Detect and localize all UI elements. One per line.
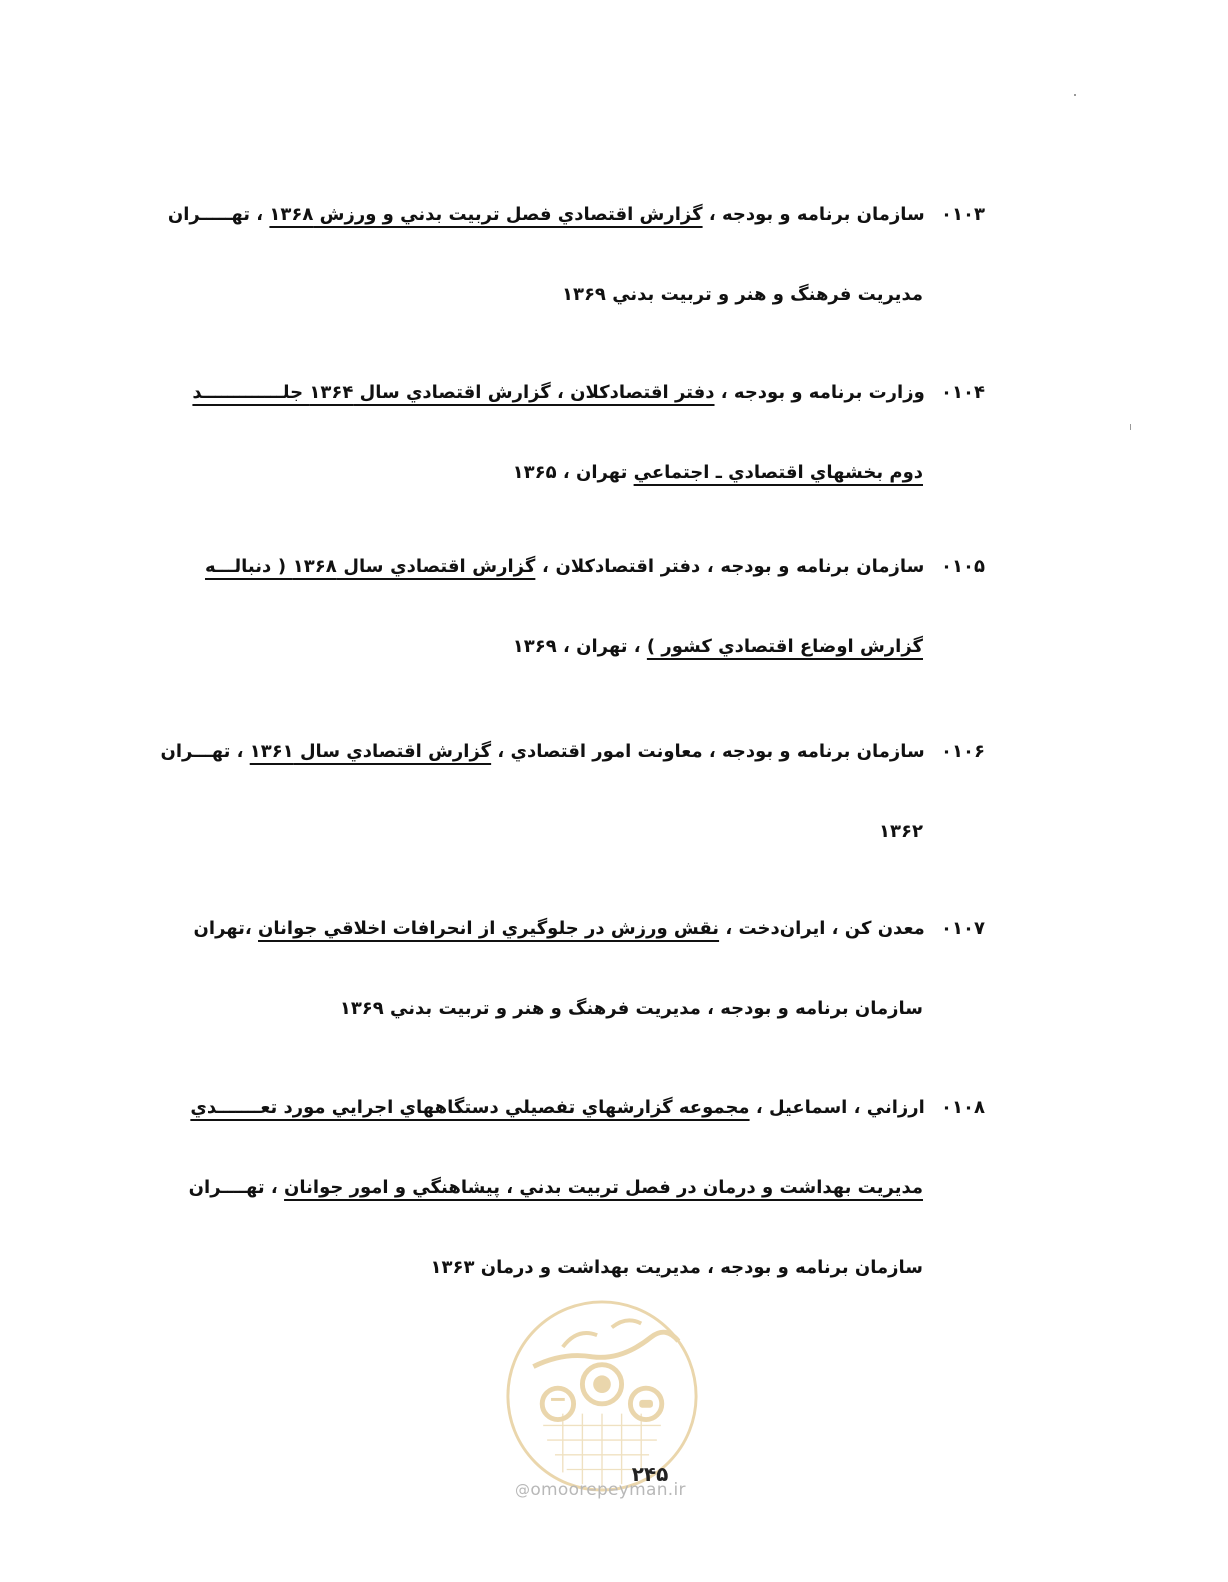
watermark-site: omoorepeyman.ir — [530, 1480, 686, 1500]
entry-text: سازمان برنامه و بودجه ، معاونت امور اقتصادي ، — [497, 741, 925, 762]
entry-text: ارزاني ، اسماعيل ، — [755, 1097, 925, 1118]
entry-number: ۰۱۰۴ — [941, 382, 985, 403]
entry-line-1 — [190, 1093, 985, 1123]
entry-text: سازمان برنامه و بودجه ، — [708, 204, 925, 225]
entry-title-underlined: گزارش اقتصادي سال ۱۳۶۸ ( دنبالـــه — [205, 556, 536, 577]
bibliography-entry — [188, 1093, 985, 1283]
entry-text: ۱۳۶۲ — [879, 821, 923, 842]
scan-speck — [1130, 424, 1131, 430]
entry-line-1 — [160, 737, 985, 767]
at-icon: @ — [515, 1481, 531, 1499]
entry-line-3 — [205, 1253, 923, 1283]
entry-title-underlined: مجموعه گزارشهاي تفصيلي دستگاههاي اجرايي مورد تعـــــــدي — [190, 1097, 750, 1118]
entry-text: مديريت فرهنگ و هنر و تربيت بدني ۱۳۶۹ — [561, 284, 923, 305]
entry-text: ، تهـــران — [160, 741, 244, 762]
page-number: ۲۴۵ — [631, 1462, 669, 1486]
entry-line-2 — [205, 458, 923, 488]
bibliography-entry — [167, 200, 985, 310]
entry-title-underlined: نقش ورزش در جلوگيري از انحرافات اخلاقي جوانان — [258, 918, 720, 939]
entry-text: تهران ، ۱۳۶۵ — [512, 462, 628, 483]
bibliography-entry — [205, 552, 985, 662]
entry-number: ۰۱۰۸ — [941, 1097, 985, 1118]
bibliography-entry — [193, 914, 985, 1024]
entry-number: ۰۱۰۷ — [941, 918, 985, 939]
entry-line-1 — [205, 552, 985, 582]
entry-line-1 — [193, 914, 985, 944]
entry-number: ۰۱۰۶ — [941, 741, 985, 762]
entry-text: ، تهـــــران — [167, 204, 264, 225]
entry-line-2 — [205, 280, 923, 310]
entry-title-underlined: مديريت بهداشت و درمان در فصل تربيت بدني ، پيشاهنگي و امور جوانان — [284, 1177, 923, 1198]
entry-text: سازمان برنامه و بودجه ، دفتر اقتصادكلان ، — [542, 556, 925, 577]
bibliography-entry — [192, 378, 985, 488]
entry-text: سازمان برنامه و بودجه ، مديريت بهداشت و درمان ۱۳۶۳ — [430, 1257, 923, 1278]
entry-text: ،تهران — [193, 918, 252, 939]
entry-text: سازمان برنامه و بودجه ، مديريت فرهنگ و هنر و تربيت بدني ۱۳۶۹ — [339, 998, 923, 1019]
entry-line-1 — [192, 378, 985, 408]
entry-text: وزارت برنامه و بودجه ، — [720, 382, 925, 403]
entry-title-underlined: گزارش اوضاع اقتصادي كشور ) — [646, 636, 923, 657]
entry-line-2 — [205, 817, 923, 847]
entry-text: معدن كن ، ايران‌دخت ، — [725, 918, 925, 939]
entry-text: ، تهــــران — [188, 1177, 278, 1198]
entry-title-underlined: گزارش اقتصادي سال ۱۳۶۱ — [249, 741, 492, 762]
entry-text: ، تهران ، ۱۳۶۹ — [512, 636, 641, 657]
entry-title-underlined: دفتر اقتصادكلان ، گزارش اقتصادي سال ۱۳۶۴ جلـــــــــــــد — [192, 382, 715, 403]
entry-title-underlined: دوم بخشهاي اقتصادي ـ اجتماعي — [633, 462, 923, 483]
entry-line-2 — [205, 994, 923, 1024]
entry-title-underlined: گزارش اقتصادي فصل تربيت بدني و ورزش ۱۳۶۸ — [269, 204, 703, 225]
entry-line-2 — [188, 1173, 923, 1203]
entry-line-1 — [167, 200, 985, 230]
entry-line-2 — [205, 632, 923, 662]
watermark-site-label — [515, 1480, 715, 1500]
scan-speck — [1074, 94, 1076, 96]
entry-number: ۰۱۰۵ — [941, 556, 985, 577]
bibliography-entry — [160, 737, 985, 847]
entry-number: ۰۱۰۳ — [941, 204, 985, 225]
